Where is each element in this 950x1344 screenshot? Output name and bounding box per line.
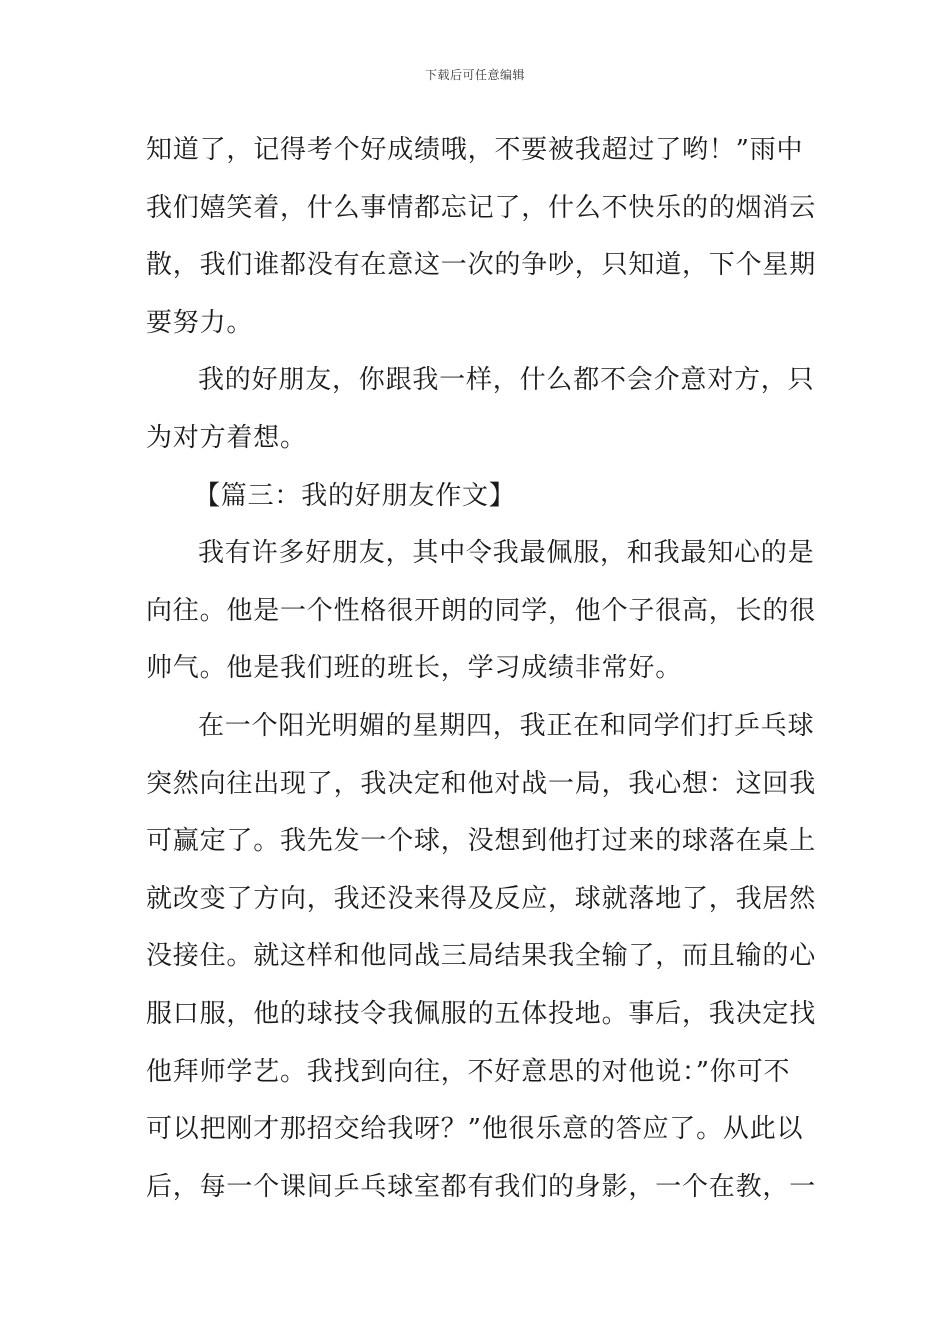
text-line: 服口服，他的球技令我佩服的五体投地。事后，我决定找 xyxy=(146,998,817,1029)
text-line: 散，我们谁都没有在意这一次的争吵，只知道，下个星期 xyxy=(146,250,817,281)
text-line: 我的好朋友，你跟我一样，什么都不会介意对方，只 xyxy=(198,365,815,396)
text-line: 向往。他是一个性格很开朗的同学，他个子很高，长的很 xyxy=(146,595,817,626)
text-line: 没接住。就这样和他同战三局结果我全输了，而且输的心 xyxy=(146,941,817,972)
text-line: 他拜师学艺。我找到向往，不好意思的对他说：”你可不 xyxy=(146,1056,791,1087)
document-body xyxy=(146,122,817,1216)
text-line: 突然向往出现了，我决定和他对战一局，我心想：这回我 xyxy=(146,768,817,799)
text-line: 可以把刚才那招交给我呀？”他很乐意的答应了。从此以 xyxy=(146,1114,804,1145)
text-line: 我们嬉笑着，什么事情都忘记了，什么不快乐的的烟消云 xyxy=(146,192,817,223)
text-line: 帅气。他是我们班的班长，学习成绩非常好。 xyxy=(146,653,683,684)
text-line: 为对方着想。 xyxy=(146,422,307,453)
page-header: 下载后可任意编辑 xyxy=(424,68,525,82)
section-heading: 【篇三：我的好朋友作文】 xyxy=(194,480,516,511)
text-line: 可赢定了。我先发一个球，没想到他打过来的球落在桌上 xyxy=(146,826,817,857)
text-line: 就改变了方向，我还没来得及反应，球就落地了，我居然 xyxy=(146,883,817,914)
text-line: 我有许多好朋友，其中令我最佩服，和我最知心的是 xyxy=(198,538,815,569)
text-line: 要努力。 xyxy=(146,307,254,338)
text-line: 知道了，记得考个好成绩哦，不要被我超过了哟！”雨中 xyxy=(146,135,804,165)
text-line: 后，每一个课间乒乓球室都有我们的身影，一个在教，一 xyxy=(146,1171,817,1202)
text-line: 在一个阳光明媚的星期四，我正在和同学们打乒乓球 xyxy=(198,710,815,741)
